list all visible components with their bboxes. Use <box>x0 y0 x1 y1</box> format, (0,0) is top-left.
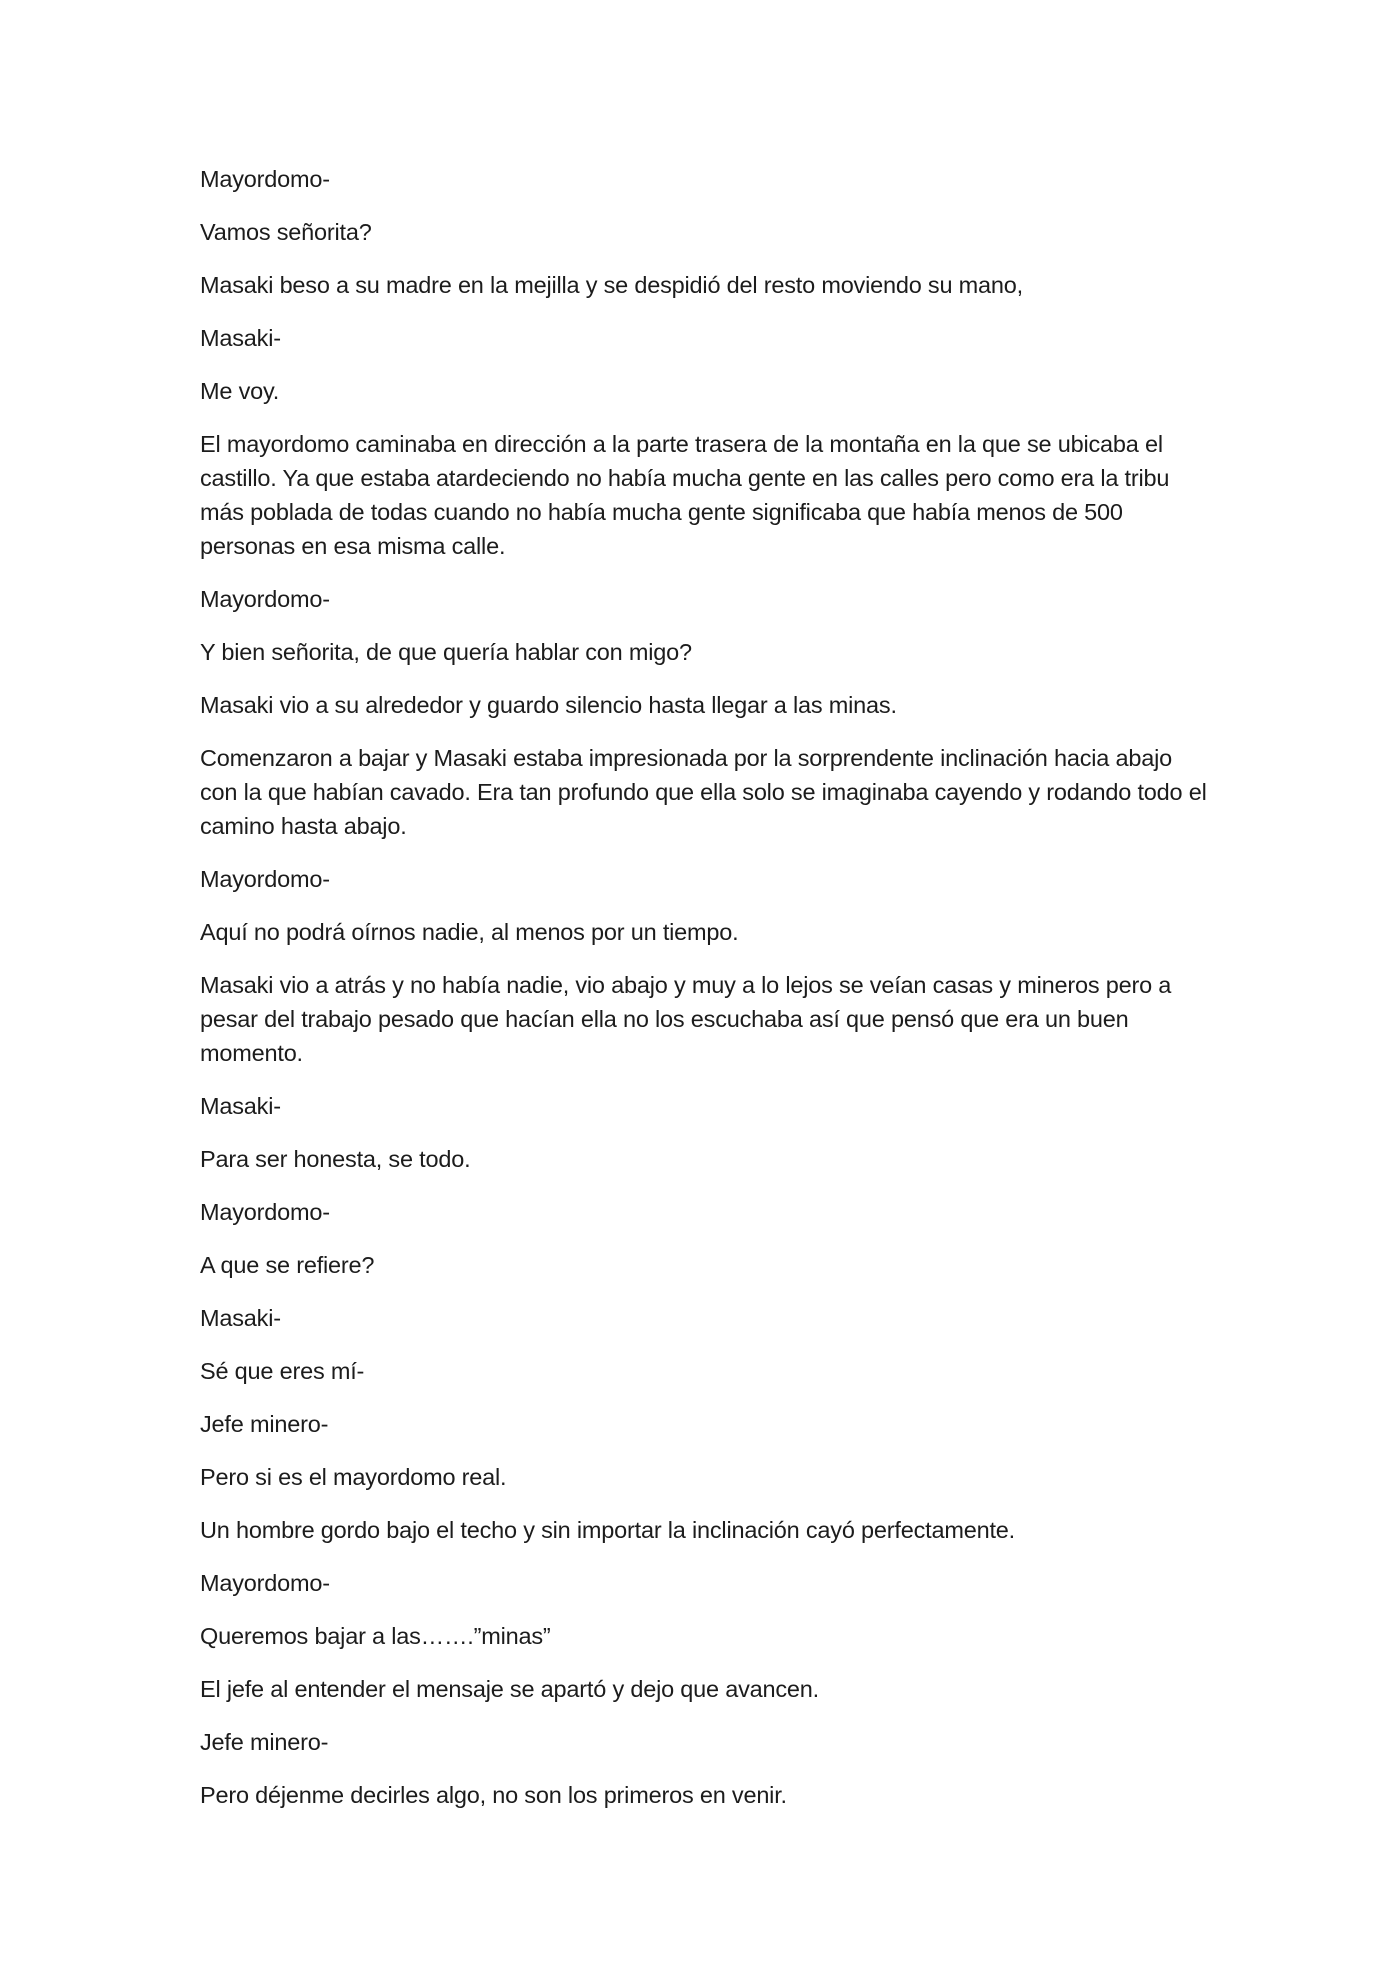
speaker-label: Jefe minero- <box>200 1411 329 1437</box>
speaker-label: Mayordomo- <box>200 1199 330 1225</box>
narration-paragraph: Masaki vio a atrás y no había nadie, vio abajo y muy a lo lejos se veían casas y mineros pero a pesar del trabajo pesado que hacían ella no los escuchaba así que pensó que era un buen momento. <box>200 972 1172 1066</box>
narration-paragraph: Masaki beso a su madre en la mejilla y se despidió del resto moviendo su mano, <box>200 272 1023 298</box>
dialogue-line: Para ser honesta, se todo. <box>200 1146 471 1172</box>
speaker-label: Masaki- <box>200 1305 281 1331</box>
speaker-label: Masaki- <box>200 1093 281 1119</box>
speaker-label: Jefe minero- <box>200 1729 329 1755</box>
dialogue-line: Queremos bajar a las…….”minas” <box>200 1623 551 1649</box>
dialogue-line: Me voy. <box>200 378 280 404</box>
dialogue-line: Vamos señorita? <box>200 219 372 245</box>
speaker-label: Mayordomo- <box>200 166 330 192</box>
narration-paragraph: Masaki vio a su alrededor y guardo silencio hasta llegar a las minas. <box>200 692 897 718</box>
narration-paragraph: Un hombre gordo bajo el techo y sin importar la inclinación cayó perfectamente. <box>200 1517 1015 1543</box>
dialogue-line: A que se refiere? <box>200 1252 375 1278</box>
speaker-label: Mayordomo- <box>200 866 330 892</box>
document-body <box>200 162 1210 1831</box>
dialogue-line: Pero déjenme decirles algo, no son los primeros en venir. <box>200 1782 787 1808</box>
narration-paragraph: El jefe al entender el mensaje se apartó y dejo que avancen. <box>200 1676 820 1702</box>
dialogue-line: Sé que eres mí- <box>200 1358 365 1384</box>
speaker-label: Masaki- <box>200 325 281 351</box>
dialogue-line: Y bien señorita, de que quería hablar con migo? <box>200 639 692 665</box>
narration-paragraph: Comenzaron a bajar y Masaki estaba impresionada por la sorprendente inclinación hacia abajo con la que habían cavado. Era tan profundo que ella solo se imaginaba cayendo y rodando todo el camino hasta abajo. <box>200 745 1207 839</box>
dialogue-line: Pero si es el mayordomo real. <box>200 1464 507 1490</box>
narration-paragraph: El mayordomo caminaba en dirección a la parte trasera de la montaña en la que se ubicaba el castillo. Ya que estaba atardeciendo no había mucha gente en las calles pero como era la tribu más poblada de todas cuando no había mucha gente significaba que había menos de 500 personas en esa misma calle. <box>200 431 1170 559</box>
speaker-label: Mayordomo- <box>200 586 330 612</box>
speaker-label: Mayordomo- <box>200 1570 330 1596</box>
dialogue-line: Aquí no podrá oírnos nadie, al menos por un tiempo. <box>200 919 739 945</box>
